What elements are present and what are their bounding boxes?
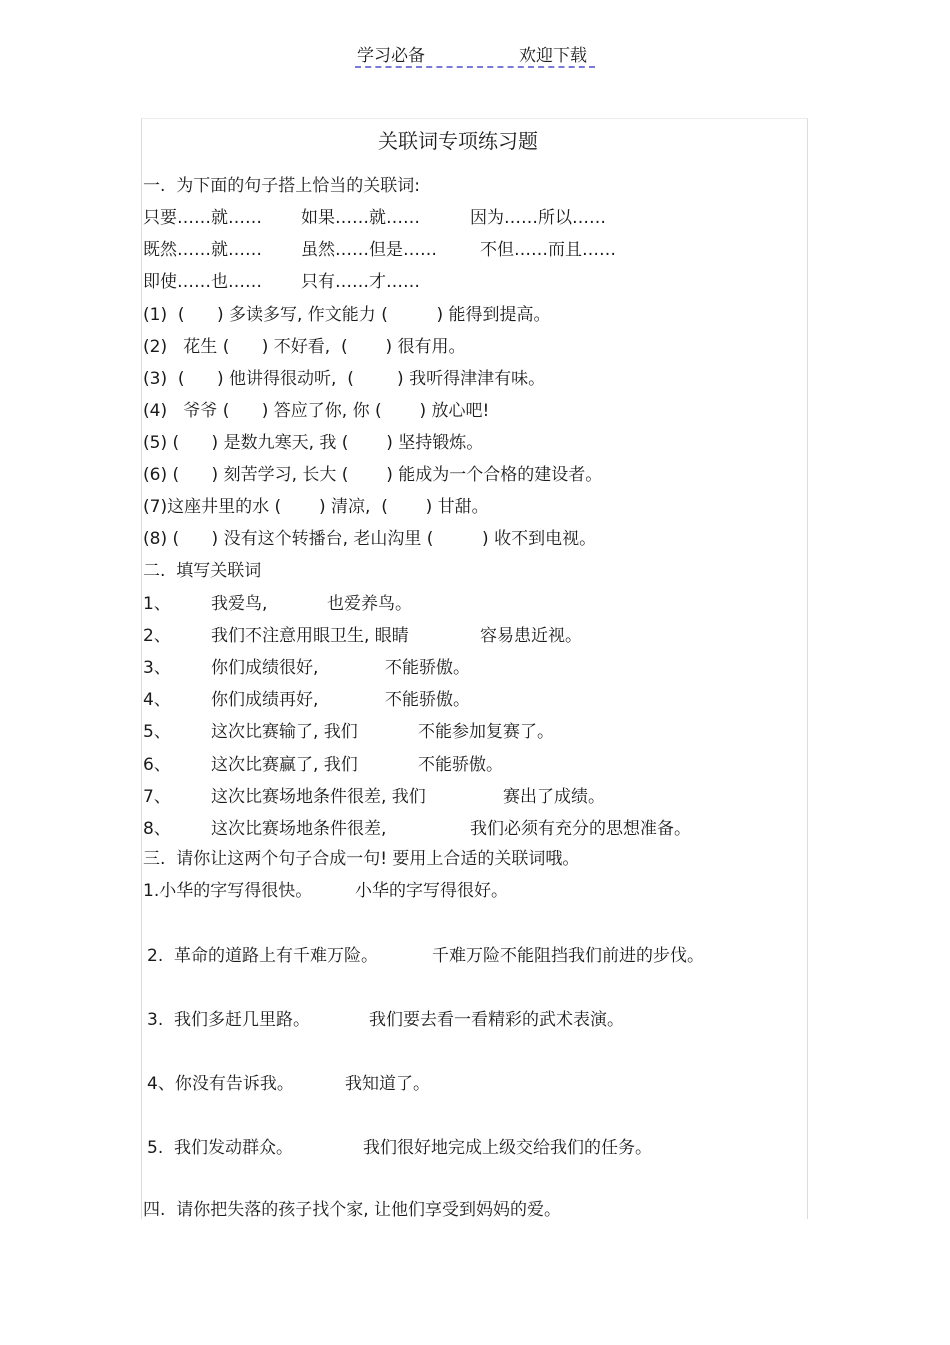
fill-blank-item: (2) 花生 ( ) 不好看, ( ) 很有用。	[143, 337, 466, 357]
sentence-part: 2. 革命的道路上有千难万险。	[147, 946, 379, 966]
sentence-part: 我们很好地完成上级交给我们的任务。	[363, 1138, 652, 1158]
sentence-part: 赛出了成绩。	[503, 787, 605, 807]
item-number: 4、	[143, 690, 171, 710]
sentence-part: 小华的字写得很好。	[355, 881, 508, 901]
sentence-part: 不能骄傲。	[385, 658, 470, 678]
section3-heading: 三. 请你让这两个句子合成一句! 要用上合适的关联词哦。	[143, 849, 580, 869]
fill-blank-item: (7)这座井里的水 ( ) 清凉, ( ) 甘甜。	[143, 497, 489, 517]
sentence-part: 这次比赛场地条件很差, 我们	[211, 787, 426, 807]
word-pair: 即使……也……	[143, 272, 262, 292]
item-number: 6、	[143, 755, 171, 775]
page-header	[355, 40, 595, 68]
sentence-part: 这次比赛场地条件很差,	[211, 819, 387, 839]
section2-heading: 二. 填写关联词	[143, 561, 262, 581]
header-left-text: 学习必备	[357, 46, 425, 66]
sentence-part: 这次比赛赢了, 我们	[211, 755, 358, 775]
sentence-part: 5. 我们发动群众。	[147, 1138, 294, 1158]
sentence-part: 容易患近视。	[480, 626, 582, 646]
document-title: 关联词专项练习题	[378, 129, 538, 153]
sentence-part: 不能骄傲。	[385, 690, 470, 710]
sentence-part: 千难万险不能阻挡我们前进的步伐。	[432, 946, 704, 966]
fill-blank-item: (8) ( ) 没有这个转播台, 老山沟里 ( ) 收不到电视。	[143, 529, 597, 549]
section1-heading: 一. 为下面的句子搭上恰当的关联词:	[143, 176, 420, 196]
item-number: 7、	[143, 787, 171, 807]
sentence-part: 3. 我们多赶几里路。	[147, 1010, 311, 1030]
section4-heading: 四. 请你把失落的孩子找个家, 让他们享受到妈妈的爱。	[143, 1200, 562, 1220]
item-number: 2、	[143, 626, 171, 646]
word-pair: 不但……而且……	[480, 240, 616, 260]
sentence-part: 我们不注意用眼卫生, 眼睛	[211, 626, 409, 646]
item-number: 3、	[143, 658, 171, 678]
sentence-part: 不能参加复赛了。	[418, 722, 554, 742]
header-right-text: 欢迎下载	[519, 46, 587, 66]
fill-blank-item: (4) 爷爷 ( ) 答应了你, 你 ( ) 放心吧!	[143, 401, 490, 421]
sentence-part: 不能骄傲。	[418, 755, 503, 775]
word-pair: 虽然……但是……	[301, 240, 437, 260]
sentence-part: 1.小华的字写得很快。	[143, 881, 313, 901]
sentence-part: 这次比赛输了, 我们	[211, 722, 358, 742]
fill-blank-item: (1) ( ) 多读多写, 作文能力 ( ) 能得到提高。	[143, 305, 551, 325]
sentence-part: 我知道了。	[345, 1074, 430, 1094]
word-pair: 只要……就……	[143, 208, 262, 228]
word-pair: 因为……所以……	[470, 208, 606, 228]
item-number: 8、	[143, 819, 171, 839]
item-number: 1、	[143, 594, 171, 614]
word-pair: 只有……才……	[301, 272, 420, 292]
word-pair: 如果……就……	[301, 208, 420, 228]
word-pair: 既然……就……	[143, 240, 262, 260]
fill-blank-item: (3) ( ) 他讲得很动听, ( ) 我听得津津有味。	[143, 369, 546, 389]
sentence-part: 4、你没有告诉我。	[147, 1074, 294, 1094]
sentence-part: 你们成绩很好,	[211, 658, 319, 678]
sentence-part: 也爱养鸟。	[327, 594, 412, 614]
sentence-part: 我们必须有充分的思想准备。	[470, 819, 691, 839]
fill-blank-item: (6) ( ) 刻苦学习, 长大 ( ) 能成为一个合格的建设者。	[143, 465, 603, 485]
sentence-part: 你们成绩再好,	[211, 690, 319, 710]
sentence-part: 我爱鸟,	[211, 594, 268, 614]
fill-blank-item: (5) ( ) 是数九寒天, 我 ( ) 坚持锻炼。	[143, 433, 484, 453]
item-number: 5、	[143, 722, 171, 742]
sentence-part: 我们要去看一看精彩的武术表演。	[369, 1010, 624, 1030]
